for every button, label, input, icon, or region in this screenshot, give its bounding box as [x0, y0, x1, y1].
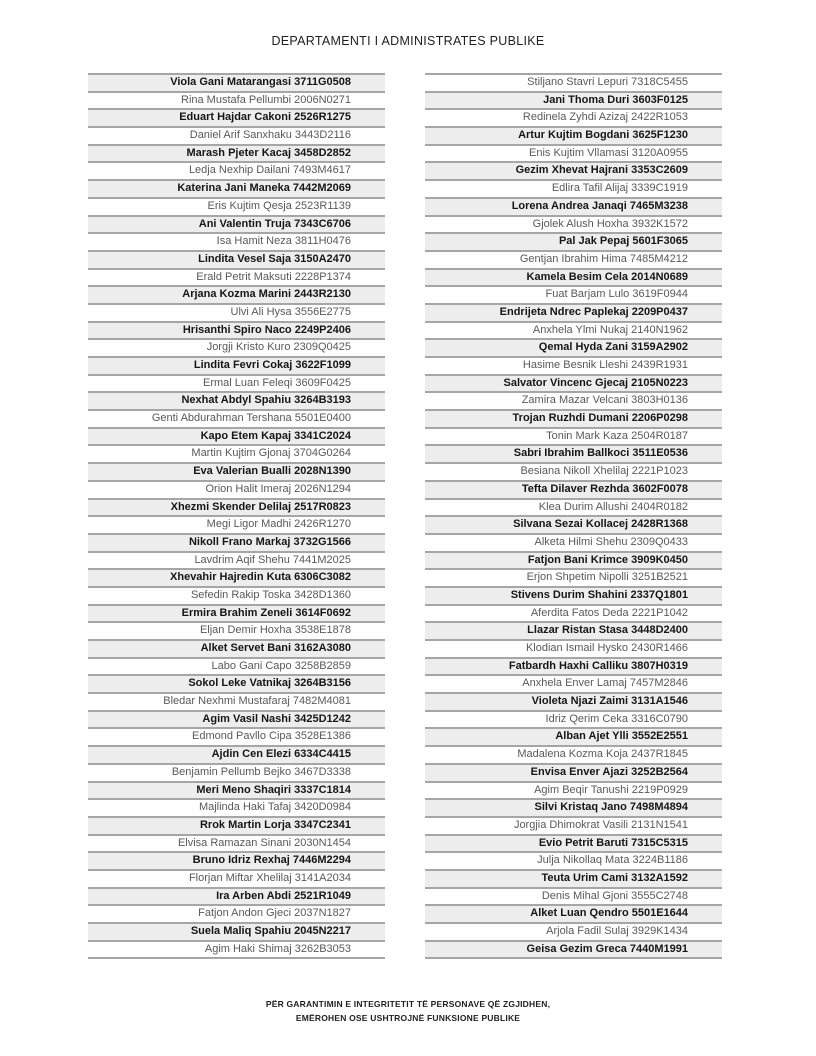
- list-item: Lorena Andrea Janaqi 7465M3238: [425, 197, 722, 215]
- list-item: Aferdita Fatos Deda 2221P1042: [425, 604, 722, 622]
- list-item: Teuta Urim Cami 3132A1592: [425, 869, 722, 887]
- list-item: Isa Hamit Neza 3811H0476: [88, 232, 385, 250]
- list-item: Lindita Vesel Saja 3150A2470: [88, 250, 385, 268]
- list-item: Tefta Dilaver Rezhda 3602F0078: [425, 480, 722, 498]
- list-item: Tonin Mark Kaza 2504R0187: [425, 427, 722, 445]
- name-list-left-column: [88, 73, 385, 959]
- list-item: Jani Thoma Duri 3603F0125: [425, 91, 722, 109]
- list-item: Evio Petrit Baruti 7315C5315: [425, 834, 722, 852]
- list-item: Agim Vasil Nashi 3425D1242: [88, 710, 385, 728]
- list-item: Anxhela Ylmi Nukaj 2140N1962: [425, 321, 722, 339]
- list-item: Jorgjia Dhimokrat Vasili 2131N1541: [425, 816, 722, 834]
- list-item: Alban Ajet Ylli 3552E2551: [425, 727, 722, 745]
- list-item: Stiljano Stavri Lepuri 7318C5455: [425, 73, 722, 91]
- page-footer: [0, 997, 816, 1025]
- list-item: Nexhat Abdyl Spahiu 3264B3193: [88, 391, 385, 409]
- list-item: Elvisa Ramazan Sinani 2030N1454: [88, 834, 385, 852]
- list-item: Geisa Gezim Greca 7440M1991: [425, 940, 722, 958]
- list-item: Nikoll Frano Markaj 3732G1566: [88, 533, 385, 551]
- list-item: Kamela Besim Cela 2014N0689: [425, 268, 722, 286]
- list-item: Jorgji Kristo Kuro 2309Q0425: [88, 338, 385, 356]
- list-item: Eris Kujtim Qesja 2523R1139: [88, 197, 385, 215]
- list-item: Meri Meno Shaqiri 3337C1814: [88, 781, 385, 799]
- list-item: Kapo Etem Kapaj 3341C2024: [88, 427, 385, 445]
- list-item: Orion Halit Imeraj 2026N1294: [88, 480, 385, 498]
- list-item: Viola Gani Matarangasi 3711G0508: [88, 73, 385, 91]
- list-item: Lavdrim Aqif Shehu 7441M2025: [88, 551, 385, 569]
- list-item: Majlinda Haki Tafaj 3420D0984: [88, 798, 385, 816]
- list-item: Julja Nikollaq Mata 3224B1186: [425, 851, 722, 869]
- list-item: Eljan Demir Hoxha 3538E1878: [88, 621, 385, 639]
- list-item: Fuat Barjam Lulo 3619F0944: [425, 285, 722, 303]
- list-item: Alketa Hilmi Shehu 2309Q0433: [425, 533, 722, 551]
- list-item: Arjana Kozma Marini 2443R2130: [88, 285, 385, 303]
- list-item: Marash Pjeter Kacaj 3458D2852: [88, 144, 385, 162]
- list-item: Silvana Sezai Kollacej 2428R1368: [425, 515, 722, 533]
- list-item: Ira Arben Abdi 2521R1049: [88, 887, 385, 905]
- list-item: Llazar Ristan Stasa 3448D2400: [425, 621, 722, 639]
- list-item: Fatjon Bani Krimce 3909K0450: [425, 551, 722, 569]
- list-item: Fatbardh Haxhi Calliku 3807H0319: [425, 657, 722, 675]
- list-item: Klea Durim Allushi 2404R0182: [425, 498, 722, 516]
- list-item: Lindita Fevri Cokaj 3622F1099: [88, 356, 385, 374]
- list-item: Suela Maliq Spahiu 2045N2217: [88, 922, 385, 940]
- list-item: Benjamin Pellumb Bejko 3467D3338: [88, 763, 385, 781]
- list-item: Hasime Besnik Lleshi 2439R1931: [425, 356, 722, 374]
- page-title: DEPARTAMENTI I ADMINISTRATES PUBLIKE: [271, 34, 545, 48]
- list-item: Pal Jak Pepaj 5601F3065: [425, 232, 722, 250]
- list-item: Stivens Durim Shahini 2337Q1801: [425, 586, 722, 604]
- list-item: Rina Mustafa Pellumbi 2006N0271: [88, 91, 385, 109]
- list-item: Artur Kujtim Bogdani 3625F1230: [425, 126, 722, 144]
- list-item: Fatjon Andon Gjeci 2037N1827: [88, 904, 385, 922]
- list-item: Bledar Nexhmi Mustafaraj 7482M4081: [88, 692, 385, 710]
- list-item: Zamira Mazar Velcani 3803H0136: [425, 391, 722, 409]
- list-item: Gentjan Ibrahim Hima 7485M4212: [425, 250, 722, 268]
- list-item: Violeta Njazi Zaimi 3131A1546: [425, 692, 722, 710]
- list-item: Hrisanthi Spiro Naco 2249P2406: [88, 321, 385, 339]
- list-item: Sefedin Rakip Toska 3428D1360: [88, 586, 385, 604]
- list-item: Ani Valentin Truja 7343C6706: [88, 215, 385, 233]
- name-list-right-column: [425, 73, 722, 959]
- list-item: Edmond Pavllo Cipa 3528E1386: [88, 727, 385, 745]
- list-item: Genti Abdurahman Tershana 5501E0400: [88, 409, 385, 427]
- list-item: Rrok Martin Lorja 3347C2341: [88, 816, 385, 834]
- list-item: Endrijeta Ndrec Paplekaj 2209P0437: [425, 303, 722, 321]
- list-item: Ermira Brahim Zeneli 3614F0692: [88, 604, 385, 622]
- list-item: Ermal Luan Feleqi 3609F0425: [88, 374, 385, 392]
- list-item: Katerina Jani Maneka 7442M2069: [88, 179, 385, 197]
- list-item: Ajdin Cen Elezi 6334C4415: [88, 745, 385, 763]
- list-item: Silvi Kristaq Jano 7498M4894: [425, 798, 722, 816]
- list-item: Edlira Tafil Alijaj 3339C1919: [425, 179, 722, 197]
- list-item: Salvator Vincenc Gjecaj 2105N0223: [425, 374, 722, 392]
- list-item: Agim Beqir Tanushi 2219P0929: [425, 781, 722, 799]
- list-item: Gezim Xhevat Hajrani 3353C2609: [425, 161, 722, 179]
- list-item: Agim Haki Shimaj 3262B3053: [88, 940, 385, 958]
- list-item: Enis Kujtim Vllamasi 3120A0955: [425, 144, 722, 162]
- name-table: [88, 73, 722, 959]
- list-item: Daniel Arif Sanxhaku 3443D2116: [88, 126, 385, 144]
- list-item: Redinela Zyhdi Azizaj 2422R1053: [425, 108, 722, 126]
- list-item: Sokol Leke Vatnikaj 3264B3156: [88, 674, 385, 692]
- list-item: Erald Petrit Maksuti 2228P1374: [88, 268, 385, 286]
- list-item: Xhezmi Skender Delilaj 2517R0823: [88, 498, 385, 516]
- list-item: Besiana Nikoll Xhelilaj 2221P1023: [425, 462, 722, 480]
- footer-line-1: PËR GARANTIMIN E INTEGRITETIT TË PERSONAVE QË ZGJIDHEN,: [265, 999, 551, 1009]
- list-item: Florjan Miftar Xhelilaj 3141A2034: [88, 869, 385, 887]
- list-item: Ledja Nexhip Dailani 7493M4617: [88, 161, 385, 179]
- list-item: Eva Valerian Bualli 2028N1390: [88, 462, 385, 480]
- list-item: Alket Servet Bani 3162A3080: [88, 639, 385, 657]
- list-item: Madalena Kozma Koja 2437R1845: [425, 745, 722, 763]
- list-item: Klodian Ismail Hysko 2430R1466: [425, 639, 722, 657]
- list-item: Envisa Enver Ajazi 3252B2564: [425, 763, 722, 781]
- list-item: Erjon Shpetim Nipolli 3251B2521: [425, 568, 722, 586]
- footer-line-2: EMËROHEN OSE USHTROJNË FUNKSIONE PUBLIKE: [295, 1013, 521, 1023]
- list-item: Labo Gani Capo 3258B2859: [88, 657, 385, 675]
- list-item: Martin Kujtim Gjonaj 3704G0264: [88, 444, 385, 462]
- list-item: Bruno Idriz Rexhaj 7446M2294: [88, 851, 385, 869]
- list-item: Gjolek Alush Hoxha 3932K1572: [425, 215, 722, 233]
- list-item: Ulvi Ali Hysa 3556E2775: [88, 303, 385, 321]
- list-item: Idriz Qerim Ceka 3316C0790: [425, 710, 722, 728]
- list-item: Arjola Fadil Sulaj 3929K1434: [425, 922, 722, 940]
- list-item: Sabri Ibrahim Ballkoci 3511E0536: [425, 444, 722, 462]
- list-item: Alket Luan Qendro 5501E1644: [425, 904, 722, 922]
- list-item: Eduart Hajdar Cakoni 2526R1275: [88, 108, 385, 126]
- list-item: Megi Ligor Madhi 2426R1270: [88, 515, 385, 533]
- list-item: Qemal Hyda Zani 3159A2902: [425, 338, 722, 356]
- list-item: Anxhela Enver Lamaj 7457M2846: [425, 674, 722, 692]
- list-item: Denis Mihal Gjoni 3555C2748: [425, 887, 722, 905]
- list-item: Xhevahir Hajredin Kuta 6306C3082: [88, 568, 385, 586]
- list-item: Trojan Ruzhdi Dumani 2206P0298: [425, 409, 722, 427]
